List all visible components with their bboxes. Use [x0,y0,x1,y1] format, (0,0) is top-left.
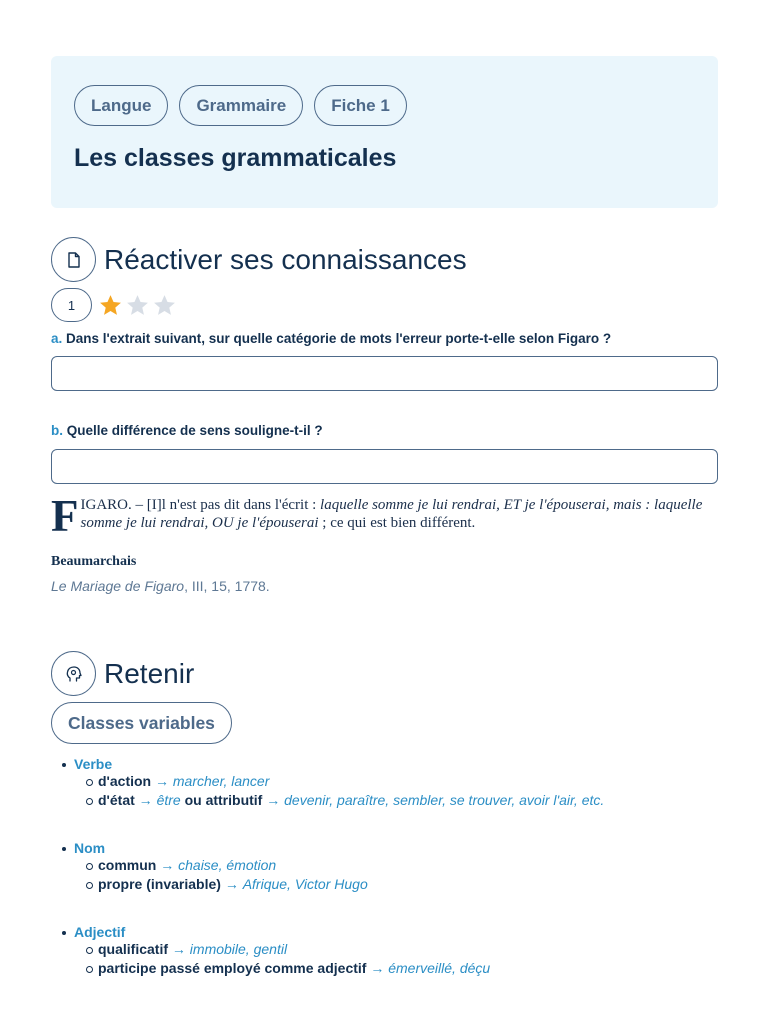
item-label: qualificatif [98,941,169,957]
quote-tail: ; ce qui est bien différent. [318,515,476,531]
quote-speaker: IGARO. – [I]l n'est pas dit dans l'écrit : [80,497,321,513]
chip-grammaire[interactable]: Grammaire [179,85,303,126]
item-label: ou attributif [184,791,263,808]
section-title-retenir: Retenir [104,657,195,689]
star-filled-icon [98,293,123,318]
item-label: commun [98,857,157,873]
header-card [51,56,718,208]
item-example: immobile, gentil [189,941,288,957]
quote-dropcap: F [51,491,79,541]
arrow-icon: → [138,791,153,808]
item-example: devenir, paraître, sembler, se trouver, avoir l'air, etc. [284,791,605,808]
exercise-number: 1 [51,288,92,322]
class-name-verbe: Verbe [62,756,604,772]
item-example: émerveillé, déçu [388,959,491,976]
question-a-text: Dans l'extrait suivant, sur quelle catégorie de mots l'erreur porte-t-elle selon Figaro ? [66,331,612,346]
list-item [86,856,368,875]
chip-fiche[interactable]: Fiche 1 [314,85,407,126]
nom-list [86,856,368,893]
quote-author: Beaumarchais [51,554,137,569]
answer-a-input[interactable] [51,356,718,391]
item-label: propre (invariable) [98,875,221,892]
verbe-list [86,772,604,809]
arrow-icon: → [160,857,175,873]
document-icon [51,237,96,282]
item-example: marcher, lancer [172,773,270,789]
item-label: d'état [98,791,135,808]
quote-italic: laquelle somme je lui rendrai, ET je l'épouserai, mais : laquelle somme je lui rendrai, OU je l'épouserai [80,497,703,531]
list-item [86,772,604,791]
item-example: chaise, émotion [178,857,277,873]
class-verbe [62,756,604,809]
head-icon [51,651,96,696]
item-label: d'action [98,773,152,789]
source-rest: , III, 15, 1778. [184,578,270,594]
class-nom [62,840,368,893]
question-b-text: Quelle différence de sens souligne-t-il ? [66,423,323,438]
item-label: participe passé employé comme adjectif [98,959,367,976]
arrow-icon: → [370,959,385,976]
adjectif-list [86,940,490,977]
question-a [51,331,611,346]
arrow-icon: → [224,875,239,892]
section-retenir-heading [51,651,194,696]
question-b [51,423,323,438]
answer-b-input[interactable] [51,449,718,484]
question-a-letter: a. [51,331,63,346]
page-title: Les classes grammaticales [74,144,397,172]
quote-source [51,578,270,594]
star-empty-icon [152,293,177,318]
chip-langue[interactable]: Langue [74,85,168,126]
figaro-quote [51,491,718,541]
class-name-nom: Nom [62,840,368,856]
list-item [86,940,490,959]
item-example: être [156,791,181,808]
exercise-header [51,288,177,322]
arrow-icon: → [266,791,281,808]
class-adjectif [62,924,490,977]
class-name-adjectif: Adjectif [62,924,490,940]
list-item [86,959,490,978]
arrow-icon: → [155,773,169,789]
arrow-icon: → [171,941,186,957]
section-reactiver-heading [51,237,467,282]
list-item [86,875,368,894]
source-title: Le Mariage de Figaro [51,578,185,594]
section-title-reactiver: Réactiver ses connaissances [104,243,467,275]
question-b-letter: b. [51,423,63,438]
classes-variables-pill[interactable]: Classes variables [51,702,232,744]
difficulty-stars [98,293,177,318]
list-item [86,791,604,810]
star-empty-icon [125,293,150,318]
breadcrumb-chips [74,85,407,126]
item-example: Afrique, Victor Hugo [242,875,368,892]
